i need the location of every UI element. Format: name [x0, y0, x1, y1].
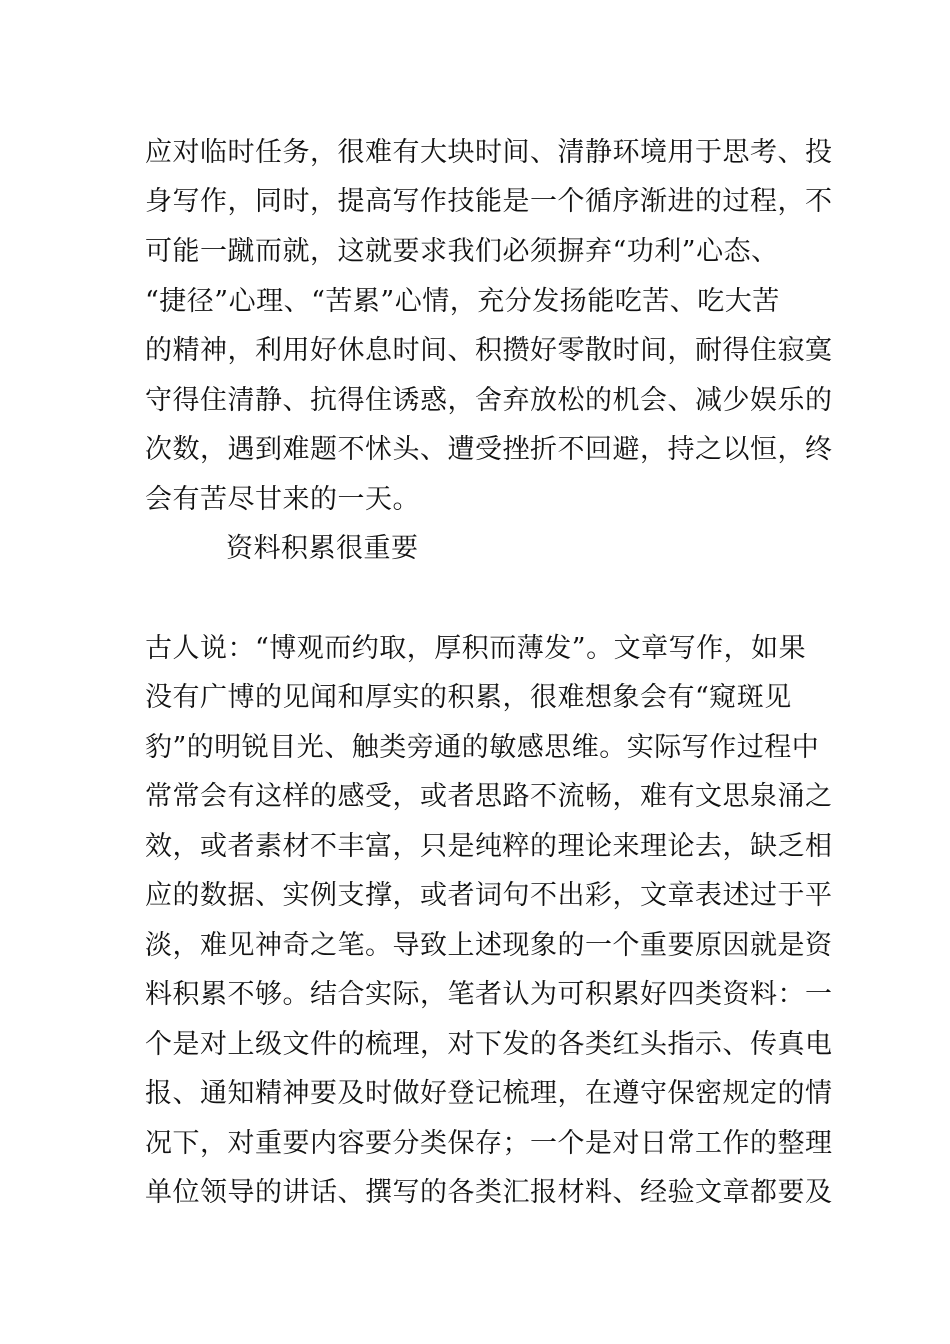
text-line: 古人说：“博观而约取，厚积而薄发”。文章写作，如果: [145, 633, 807, 664]
text-line: 应对临时任务，很难有大块时间、清静环境用于思考、投: [145, 137, 833, 168]
text-line: 守得住清静、抗得住诱惑，舍弃放松的机会、减少娱乐的: [145, 385, 833, 416]
text-line: 次数，遇到难题不怵头、遭受挫折不回避，持之以恒，终: [145, 434, 833, 465]
text-line: 会有苦尽甘来的一天。: [145, 484, 420, 515]
section-heading: 资料积累很重要: [226, 533, 419, 564]
text-line: 效，或者素材不丰富，只是纯粹的理论来理论去，缺乏相: [145, 831, 833, 862]
text-line: 个是对上级文件的梳理，对下发的各类红头指示、传真电: [145, 1029, 833, 1060]
text-line: 应的数据、实例支撑，或者词句不出彩，文章表述过于平: [145, 880, 833, 911]
text-line: 报、通知精神要及时做好登记梳理，在遵守保密规定的情: [145, 1078, 833, 1109]
text-line: 况下，对重要内容要分类保存；一个是对日常工作的整理: [145, 1128, 833, 1159]
text-line: 可能一蹴而就，这就要求我们必须摒弃“功利”心态、: [145, 236, 779, 267]
text-line: 没有广博的见闻和厚实的积累，很难想象会有“窥斑见: [145, 682, 792, 713]
text-line: “捷径”心理、“苦累”心情，充分发扬能吃苦、吃大苦: [145, 286, 780, 317]
text-line: 料积累不够。结合实际，笔者认为可积累好四类资料：一: [145, 979, 833, 1010]
text-line: 单位领导的讲话、撰写的各类汇报材料、经验文章都要及: [145, 1177, 833, 1208]
text-line: 淡，难见神奇之笔。导致上述现象的一个重要原因就是资: [145, 930, 833, 961]
text-line: 身写作，同时，提高写作技能是一个循序渐进的过程，不: [145, 186, 833, 217]
text-line: 的精神，利用好休息时间、积攒好零散时间，耐得住寂寞: [145, 335, 833, 366]
text-line: 豹”的明锐目光、触类旁通的敏感思维。实际写作过程中: [145, 732, 820, 763]
text-line: 常常会有这样的感受，或者思路不流畅，难有文思泉涌之: [145, 781, 833, 812]
